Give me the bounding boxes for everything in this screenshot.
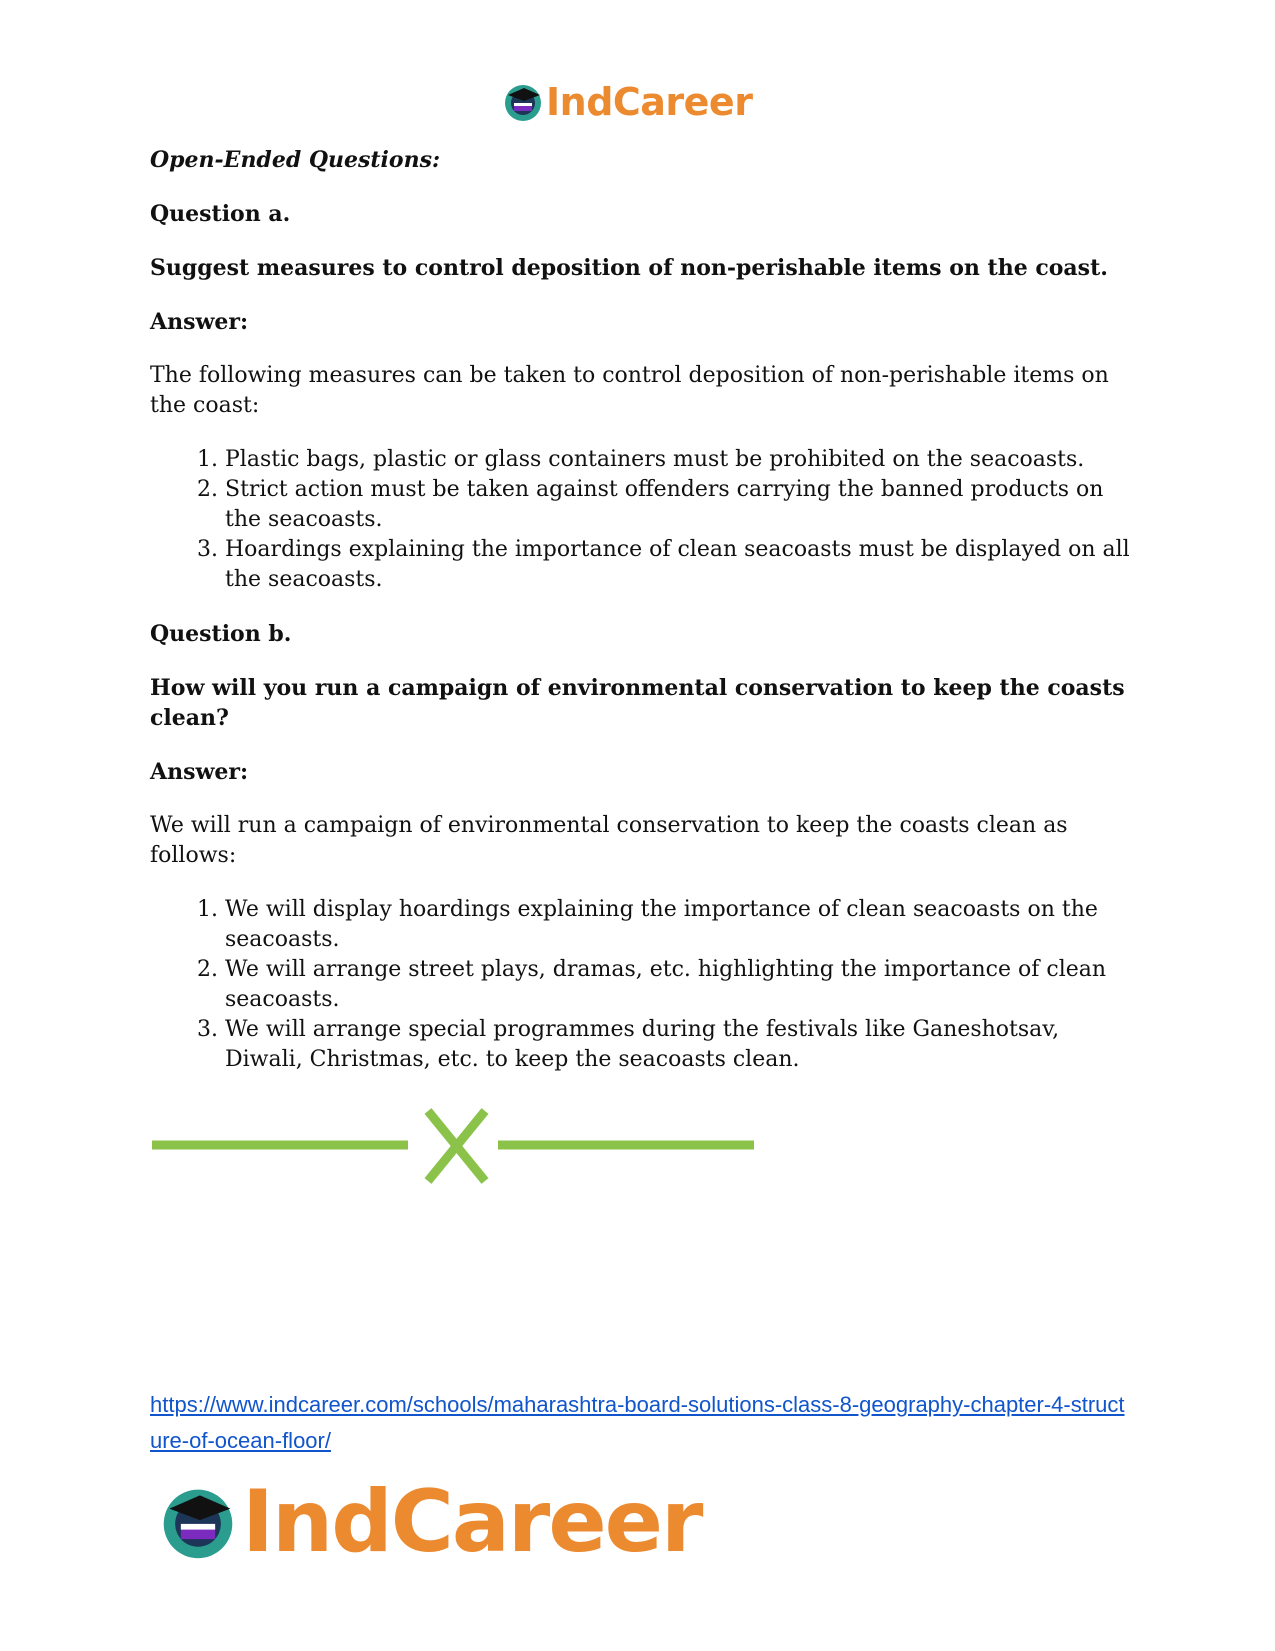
brand-name: IndCareer [546, 80, 753, 124]
list-item: 1. We will display hoardings explaining the importance of clean seacoasts on the seacoasts. [225, 895, 1140, 955]
answer-b-intro: We will run a campaign of environmental conservation to keep the coasts clean as follows: [150, 813, 1068, 868]
source-link[interactable]: https://www.indcareer.com/schools/maharashtra-board-solutions-class-8-geography-chapter-4-structure-of-ocean-floor/ [150, 1392, 1125, 1453]
list-item: 2. We will arrange street plays, dramas, etc. highlighting the importance of clean seacoasts. [225, 955, 1140, 1015]
list-item: 2. Strict action must be taken against offenders carrying the banned products on the seacoasts. [225, 475, 1140, 535]
answer-a-intro: The following measures can be taken to control deposition of non-perishable items on the coast: [150, 363, 1109, 418]
section-divider [150, 1105, 756, 1185]
question-b-text: How will you run a campaign of environmental conservation to keep the coasts clean? [150, 675, 1125, 731]
section-title: Open-Ended Questions: [150, 147, 441, 173]
document-body [150, 145, 1140, 1075]
question-b-label: Question b. [150, 621, 292, 647]
graduation-cap-icon [158, 1482, 238, 1562]
header-logo [502, 80, 752, 124]
list-item: 3. We will arrange special programmes during the festivals like Ganeshotsav, Diwali, Christmas, etc. to keep the seacoasts clean. [225, 1015, 1140, 1075]
answer-a-list [150, 445, 1140, 595]
answer-b-label: Answer: [150, 759, 249, 785]
footer-logo [158, 1472, 701, 1572]
list-item: 1. Plastic bags, plastic or glass containers must be prohibited on the seacoasts. [225, 445, 1140, 475]
graduation-cap-icon [502, 81, 544, 123]
answer-b-list [150, 895, 1140, 1075]
list-item: 3. Hoardings explaining the importance of clean seacoasts must be displayed on all the seacoasts. [225, 535, 1140, 595]
answer-a-label: Answer: [150, 309, 249, 335]
brand-name-large: IndCareer [242, 1472, 702, 1572]
divider-cross-icon [428, 1111, 485, 1181]
question-a-text: Suggest measures to control deposition of non-perishable items on the coast. [150, 255, 1108, 281]
question-a-label: Question a. [150, 201, 291, 227]
